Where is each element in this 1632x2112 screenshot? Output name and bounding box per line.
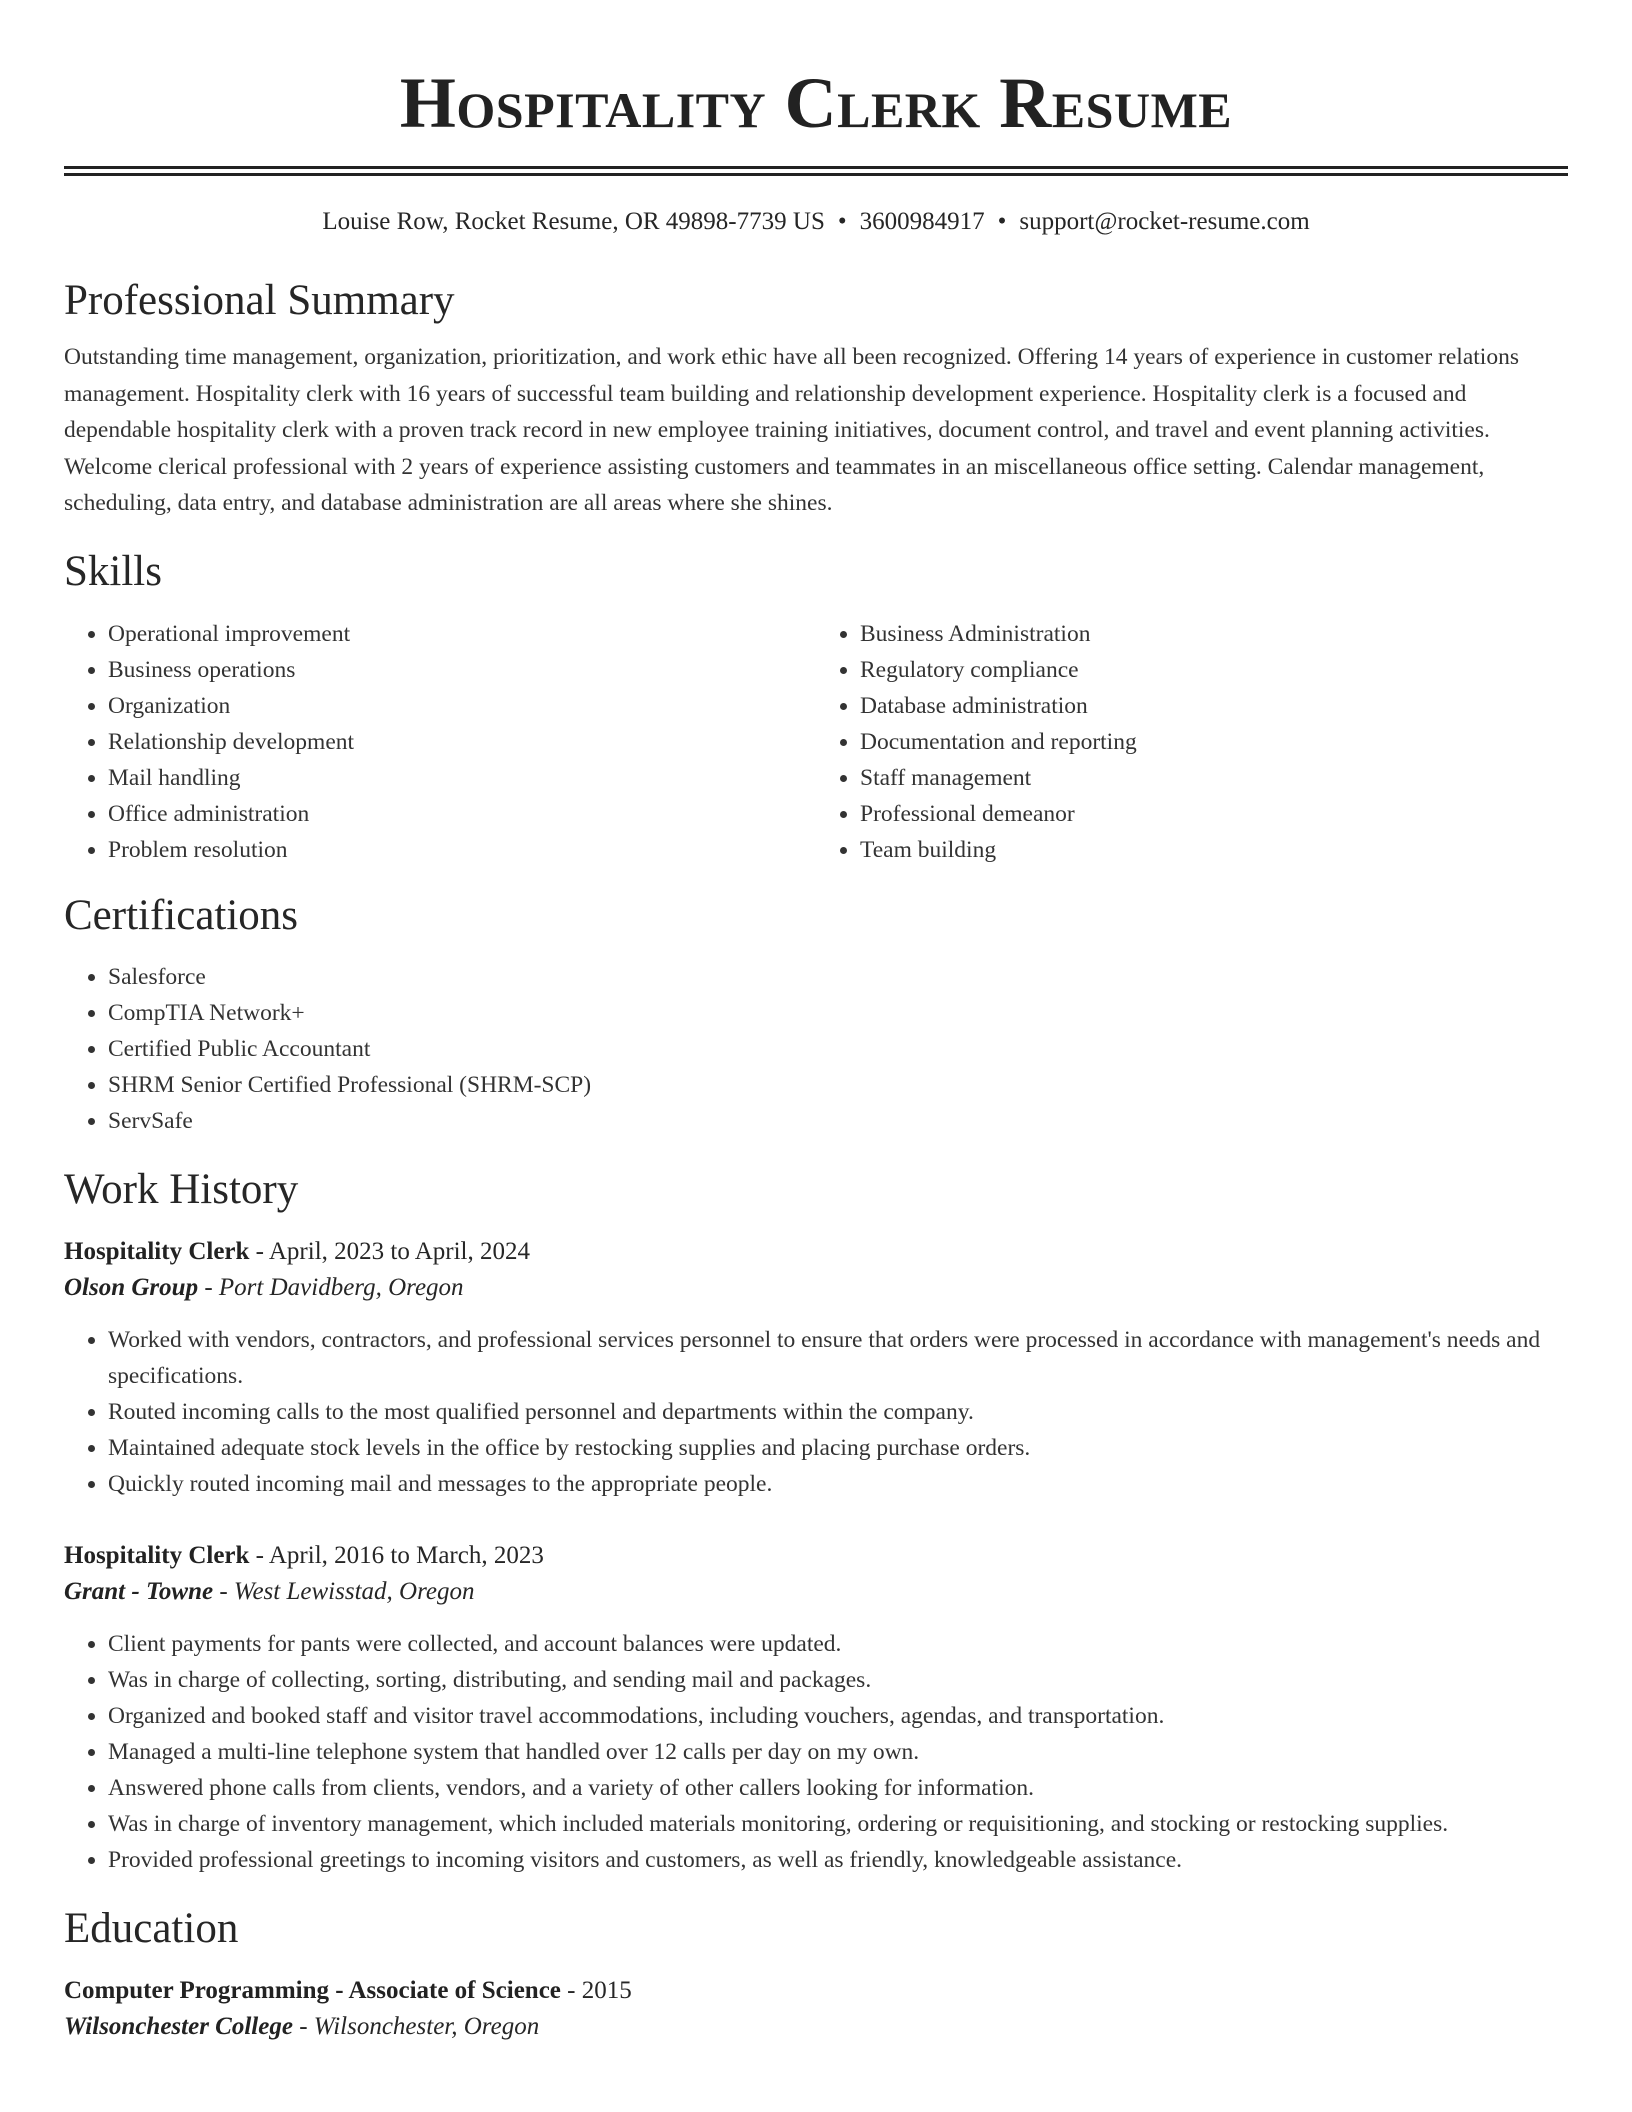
job-duty-item: • Organized and booked staff and visitor travel accommodations, including vouchers, agendas, and transportation. (108, 1698, 1568, 1734)
job-title: Hospitality Clerk (64, 1541, 250, 1569)
education-year: - 2015 (567, 1976, 632, 2004)
job-location: - West Lewisstad, Oregon (219, 1577, 475, 1605)
skill-item: • Business operations (108, 652, 816, 688)
skill-item: • Business Administration (860, 616, 1568, 652)
certifications-heading: Certifications (64, 891, 299, 939)
job-duty-item: • Was in charge of inventory management, which included materials monitoring, ordering or requisitioning, and stocking or restocking supplies. (108, 1806, 1568, 1842)
job-company-line (64, 1269, 1568, 1307)
skill-item: • Problem resolution (108, 832, 816, 868)
job-entry (64, 1539, 1568, 1878)
job-duty-item: • Managed a multi-line telephone system that handled over 12 calls per day on my own. (108, 1734, 1568, 1770)
job-duties-list (64, 1626, 1568, 1878)
skill-item: • Documentation and reporting (860, 724, 1568, 760)
job-title: Hospitality Clerk (64, 1237, 250, 1265)
certifications-list (64, 959, 1568, 1139)
certification-item: • ServSafe (108, 1103, 1568, 1139)
job-duty-item: • Client payments for pants were collected, and account balances were updated. (108, 1626, 1568, 1662)
skills-left-list (64, 616, 816, 868)
job-location: - Port Davidberg, Oregon (204, 1273, 464, 1301)
education-degree: Computer Programming - Associate of Science (64, 1976, 561, 2004)
contact-email: support@rocket-resume.com (1019, 208, 1310, 235)
certification-item: • CompTIA Network+ (108, 995, 1568, 1031)
job-duty-item: • Answered phone calls from clients, vendors, and a variety of other callers looking for information. (108, 1770, 1568, 1806)
job-entry (64, 1235, 1568, 1502)
job-title-line (64, 1235, 1568, 1269)
job-dates: - April, 2023 to April, 2024 (255, 1237, 530, 1265)
work-history-heading: Work History (64, 1165, 299, 1213)
skill-item: • Operational improvement (108, 616, 816, 652)
summary-text: Outstanding time management, organization, prioritization, and work ethic have all been recognized. Offering 14 years of experience in customer relations management. Hospitality clerk with 16 years of successful team building and relationship development experience. Hospitality clerk is a focused and dependable hospitality clerk with a proven track record in new employee training initiatives, document control, and travel and event planning activities. Welcome clerical professional with 2 years of experience assisting customers and teammates in an miscellaneous office setting. Calendar management, scheduling, data entry, and database administration are all areas where she shines. (64, 344, 1519, 516)
job-title-line (64, 1539, 1568, 1573)
skill-item: • Professional demeanor (860, 796, 1568, 832)
skill-item: • Organization (108, 688, 816, 724)
skill-item: • Relationship development (108, 724, 816, 760)
summary-heading: Professional Summary (64, 277, 455, 324)
resume-title: Hospitality Clerk Resume (399, 63, 1233, 143)
job-duty-item: • Provided professional greetings to incoming visitors and customers, as well as friendly, knowledgeable assistance. (108, 1842, 1568, 1878)
skills-heading: Skills (64, 547, 162, 595)
job-company: Olson Group (64, 1273, 199, 1301)
job-company-line (64, 1573, 1568, 1611)
job-dates: - April, 2016 to March, 2023 (255, 1541, 544, 1569)
job-duty-item: • Maintained adequate stock levels in the office by restocking supplies and placing purchase orders. (108, 1430, 1568, 1466)
job-duties-list (64, 1322, 1568, 1502)
contact-line (64, 206, 1568, 238)
contact-address: Louise Row, Rocket Resume, OR 49898-7739 US (322, 208, 825, 235)
contact-separator: • (837, 208, 847, 235)
skill-item: • Office administration (108, 796, 816, 832)
certification-item: • Certified Public Accountant (108, 1031, 1568, 1067)
job-duty-item: • Routed incoming calls to the most qualified personnel and departments within the company. (108, 1394, 1568, 1430)
skill-item: • Database administration (860, 688, 1568, 724)
education-location: - Wilsonchester, Oregon (299, 2012, 540, 2040)
skills-right-list (816, 616, 1568, 868)
contact-phone: 3600984917 (859, 208, 985, 235)
resume-page (64, 0, 1568, 2046)
skill-item: • Mail handling (108, 760, 816, 796)
skill-item: • Team building (860, 832, 1568, 868)
job-duty-item: • Worked with vendors, contractors, and professional services personnel to ensure that orders were processed in accordance with management's needs and specifications. (108, 1322, 1568, 1394)
education-heading: Education (64, 1904, 239, 1952)
skills-columns (64, 616, 1568, 868)
certification-item: • Salesforce (108, 959, 1568, 995)
title-double-rule (64, 166, 1568, 176)
skill-item: • Staff management (860, 760, 1568, 796)
education-entry (64, 1974, 1568, 2046)
job-duty-item: • Quickly routed incoming mail and messages to the appropriate people. (108, 1466, 1568, 1502)
education-school-line (64, 2008, 1568, 2046)
skill-item: • Regulatory compliance (860, 652, 1568, 688)
job-duty-item: • Was in charge of collecting, sorting, distributing, and sending mail and packages. (108, 1662, 1568, 1698)
certification-item: • SHRM Senior Certified Professional (SHRM-SCP) (108, 1067, 1568, 1103)
job-company: Grant - Towne (64, 1577, 214, 1605)
education-school: Wilsonchester College (64, 2012, 293, 2040)
contact-separator: • (997, 208, 1007, 235)
education-degree-line (64, 1974, 1568, 2008)
